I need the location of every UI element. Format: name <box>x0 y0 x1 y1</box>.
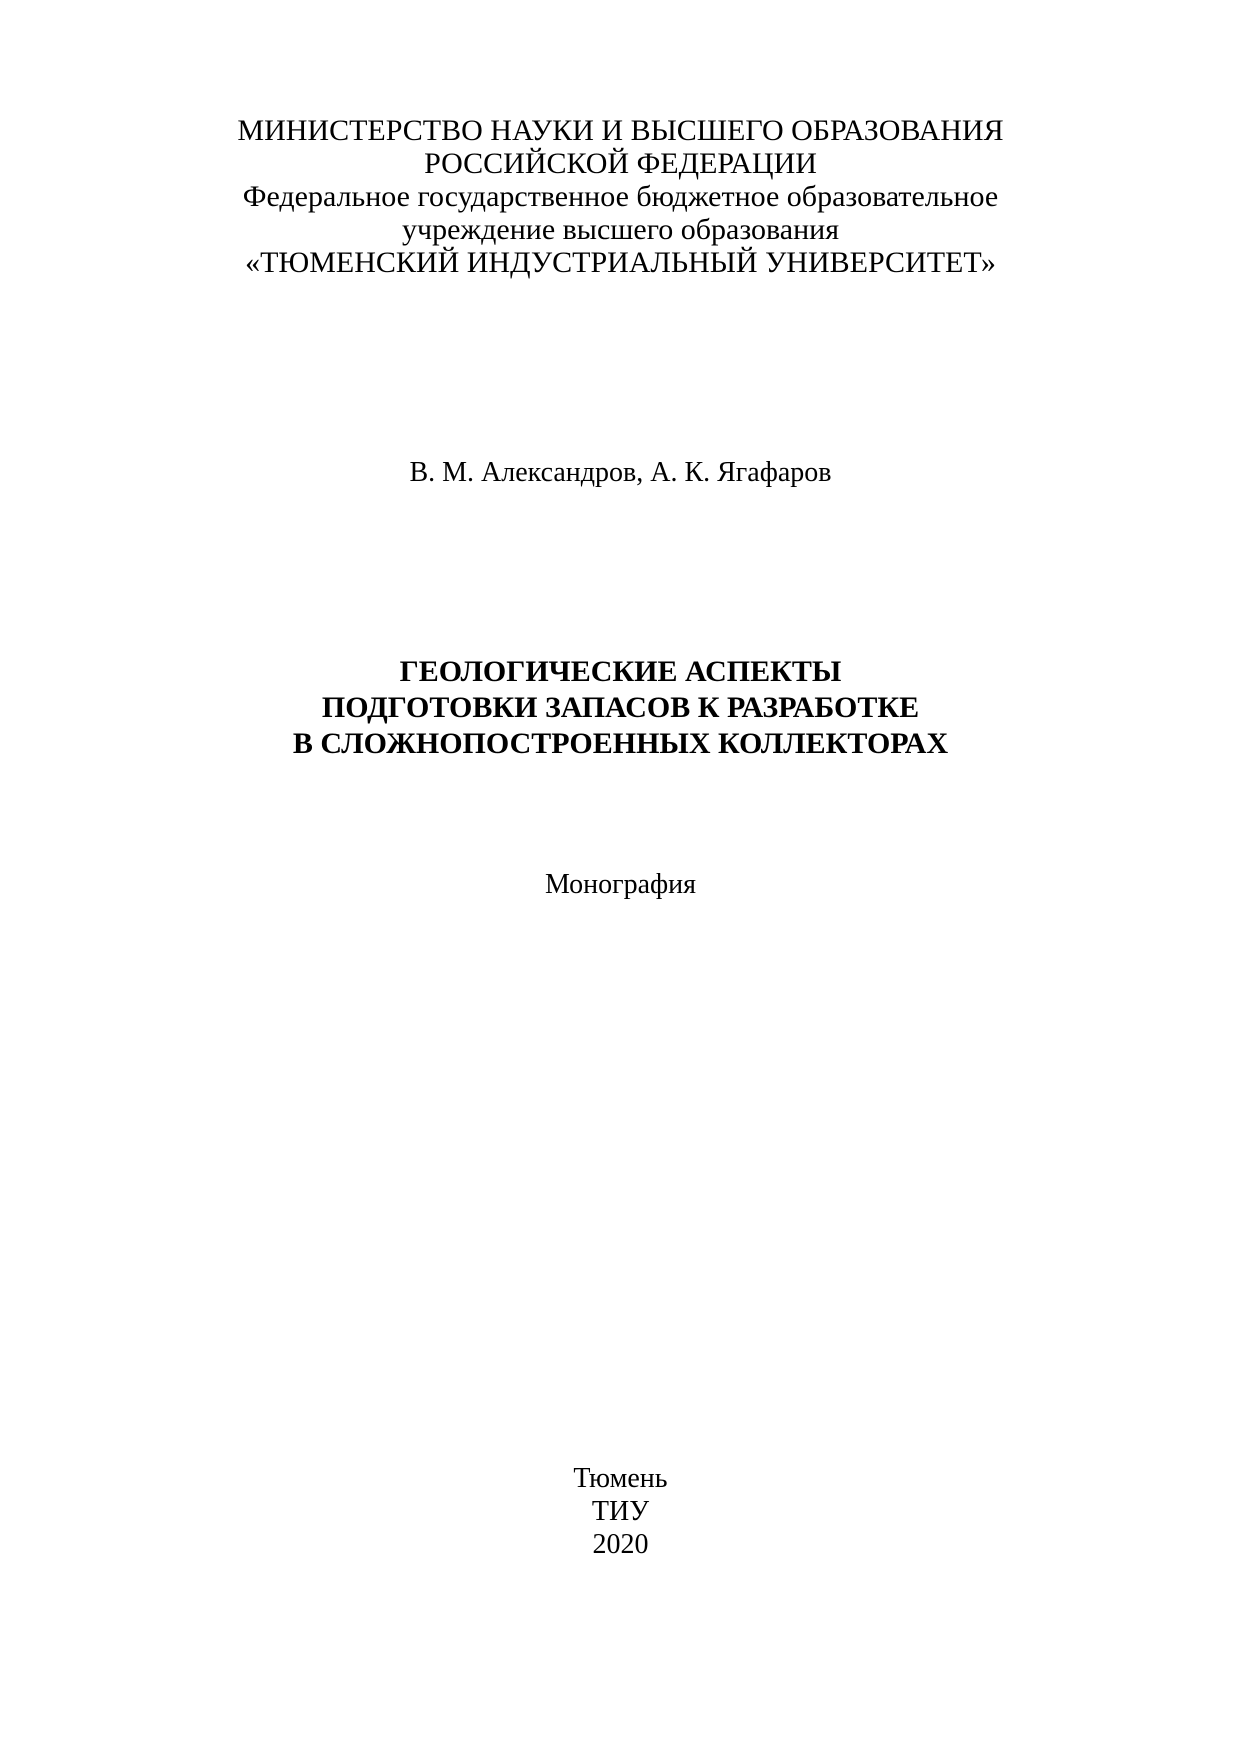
title-line-3: В СЛОЖНОПОСТРОЕННЫХ КОЛЛЕКТОРАХ <box>292 727 949 760</box>
imprint-year: 2020 <box>592 1529 649 1560</box>
ministry-line-2: РОССИЙСКОЙ ФЕДЕРАЦИИ <box>424 147 817 180</box>
imprint <box>0 1462 1241 1561</box>
ministry-line-1: МИНИСТЕРСТВО НАУКИ И ВЫСШЕГО ОБРАЗОВАНИЯ <box>237 114 1004 147</box>
publication-genre <box>0 868 1241 901</box>
institution-type-line-2: учреждение высшего образования <box>402 213 839 246</box>
title-line-1: ГЕОЛОГИЧЕСКИЕ АСПЕКТЫ <box>399 655 842 688</box>
authors <box>0 456 1241 489</box>
university-name: «ТЮМЕНСКИЙ ИНДУСТРИАЛЬНЫЙ УНИВЕРСИТЕТ» <box>245 246 996 279</box>
book-title <box>0 654 1241 762</box>
authors-line: В. М. Александров, А. К. Ягафаров <box>409 457 832 488</box>
imprint-city: Тюмень <box>573 1463 668 1494</box>
institution-type-line-1: Федеральное государственное бюджетное образовательное <box>242 180 999 213</box>
title-line-2: ПОДГОТОВКИ ЗАПАСОВ К РАЗРАБОТКЕ <box>321 691 920 724</box>
genre-label: Монография <box>544 869 697 900</box>
imprint-publisher: ТИУ <box>591 1496 650 1527</box>
institution-header <box>0 114 1241 279</box>
